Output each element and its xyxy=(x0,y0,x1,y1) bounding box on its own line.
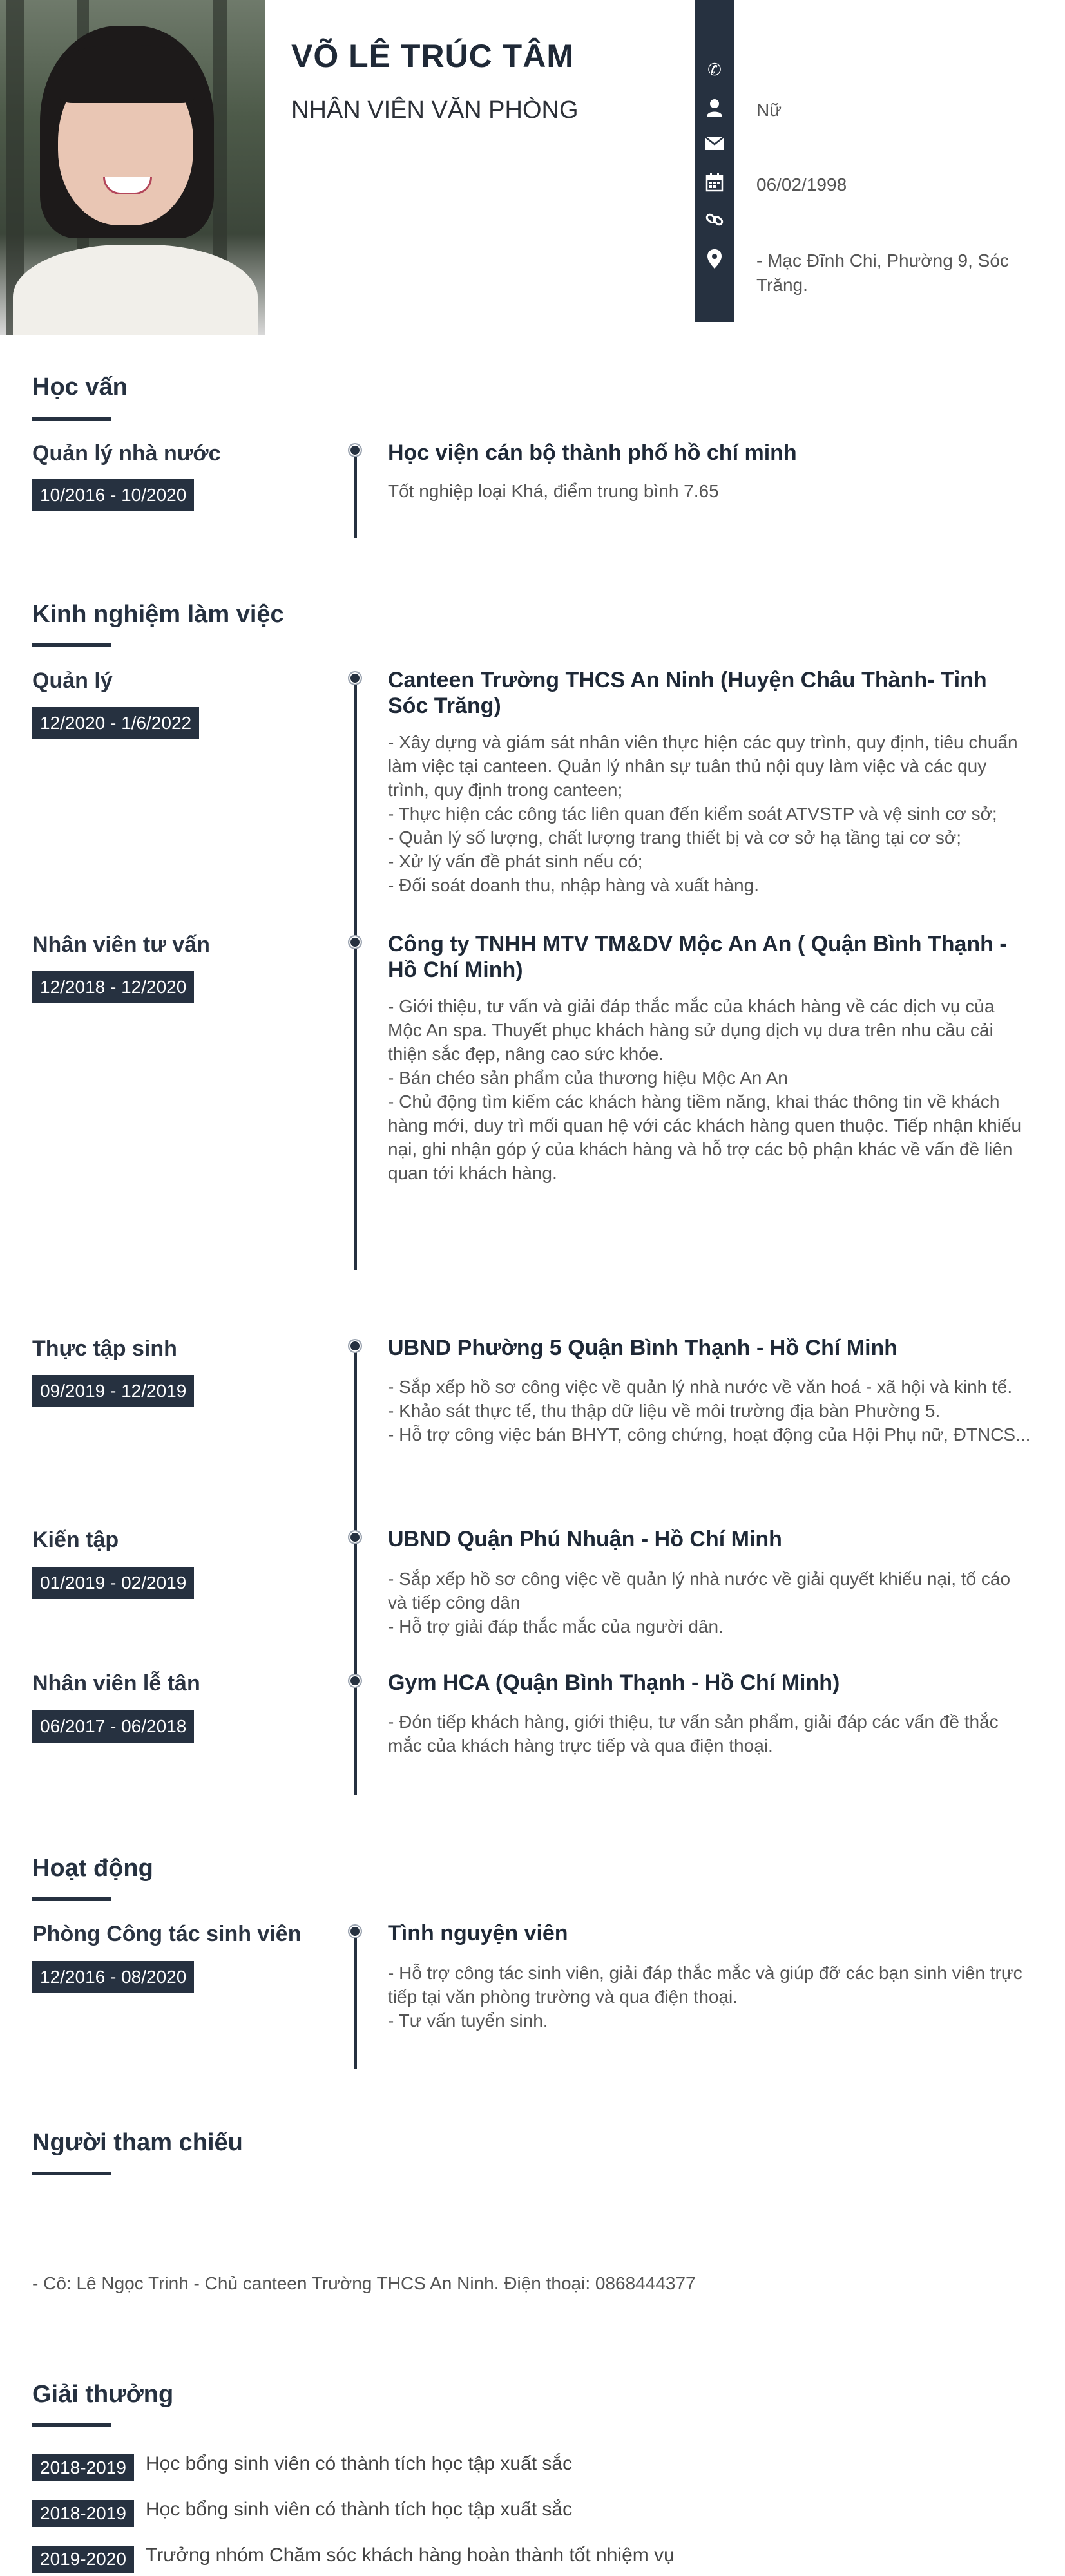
award-year-badge: 2019-2020 xyxy=(32,2546,134,2573)
section-underline xyxy=(32,2172,111,2175)
activity-organization: Phòng Công tác sinh viên xyxy=(32,1922,302,1946)
profile-photo xyxy=(0,0,265,335)
timeline-line xyxy=(354,448,357,538)
award-description: Trưởng nhóm Chăm sóc khách hàng hoàn thành tốt nhiệm vụ xyxy=(146,2544,675,2566)
references-section-title: Người tham chiếu xyxy=(32,2129,243,2156)
candidate-name: VÕ LÊ TRÚC TÂM xyxy=(291,38,574,74)
experience-description: - Xây dựng và giám sát nhân viên thực hiện các quy trình, quy định, tiêu chuẩn làm việc tại canteen. Quản lý nhân sự tuân thủ nội quy làm việc và các quy trình, quy định trong canteen; - Thực hiện các công tác liên quan đến kiểm soát ATVSTP và vệ sinh cơ sở; - Quản lý số lượng, chất lượng trang thiết bị và cơ sở hạ tầng tại cơ sở; - Xử lý vấn đề phát sinh nếu có; - Đối soát doanh thu, nhập hàng và xuất hàng. xyxy=(388,732,1018,895)
timeline-dot xyxy=(348,1924,362,1938)
contact-birthdate: 06/02/1998 xyxy=(756,175,847,194)
envelope-icon xyxy=(704,135,725,156)
education-description: Tốt nghiệp loại Khá, điểm trung bình 7.65 xyxy=(388,481,719,501)
award-year-badge: 2018-2019 xyxy=(32,2454,134,2481)
timeline-dot xyxy=(348,443,362,457)
experience-role: Kiến tập xyxy=(32,1528,119,1552)
section-underline xyxy=(32,2423,111,2427)
activity-description: - Hỗ trợ công tác sinh viên, giải đáp thắc mắc và giúp đỡ các bạn sinh viên trực tiếp tại văn phòng trường và qua điện thoại. - Tư vấn tuyển sinh. xyxy=(388,1963,1022,2031)
activities-section-title: Hoạt động xyxy=(32,1855,153,1882)
timeline-line xyxy=(354,1931,357,2069)
education-school: Học viện cán bộ thành phố hồ chí minh xyxy=(388,440,797,465)
education-section-title: Học vấn xyxy=(32,374,128,401)
date-badge: 10/2016 - 10/2020 xyxy=(32,479,194,511)
experience-description: - Giới thiệu, tư vấn và giải đáp thắc mắc của khách hàng về các dịch vụ của Mộc An spa. Thuyết phục khách hàng sử dụng dịch vụ dưa trên nhu cầu cải thiện sắc đẹp, nâng cao sức khỏe. - Bán chéo sản phẩm của thương hiệu Mộc An An - Chủ động tìm kiếm các khách hàng tiềm năng, khai thác thông tin về khách hàng mới, duy trì mối quan hệ với các khách hàng quen thuộc. Tiếp nhận khiếu nại, ghi nhận góp ý của khách hàng và hỗ trợ các bộ phận khác về vấn đề liên quan tới khách hàng. xyxy=(388,996,1022,1183)
experience-description: - Sắp xếp hồ sơ công việc về quản lý nhà nước về văn hoá - xã hội và kinh tế. - Khảo sát thực tế, thu thập dữ liệu về môi trường địa bàn Phường 5. - Hỗ trợ công việc bán BHYT, công chứng, hoạt động của Hội Phụ nữ, ĐTNCS... xyxy=(388,1377,1031,1444)
award-description: Học bổng sinh viên có thành tích học tập xuất sắc xyxy=(146,2499,573,2520)
contact-address: - Mạc Đĩnh Chi, Phường 9, Sóc Trăng. xyxy=(756,251,1009,295)
experience-company: Gym HCA (Quận Bình Thạnh - Hồ Chí Minh) xyxy=(388,1671,840,1695)
experience-description: - Đón tiếp khách hàng, giới thiệu, tư vấn sản phẩm, giải đáp các vấn đề thắc mắc của khách hàng trực tiếp và qua điện thoại. xyxy=(388,1712,999,1756)
map-marker-icon xyxy=(704,249,725,269)
timeline-dot xyxy=(348,1530,362,1544)
contact-gender: Nữ xyxy=(756,100,782,120)
date-badge: 06/2017 - 06/2018 xyxy=(32,1710,194,1743)
reference-item: - Cô: Lê Ngọc Trinh - Chủ canteen Trường THCS An Ninh. Điện thoại: 0868444377 xyxy=(32,2273,696,2293)
section-underline xyxy=(32,643,111,647)
experience-company: UBND Quận Phú Nhuận - Hồ Chí Minh xyxy=(388,1527,782,1551)
date-badge: 12/2020 - 1/6/2022 xyxy=(32,707,199,739)
contact-icon-bar xyxy=(695,0,734,322)
award-year-badge: 2018-2019 xyxy=(32,2500,134,2527)
award-description: Học bổng sinh viên có thành tích học tập xuất sắc xyxy=(146,2453,573,2474)
timeline-dot xyxy=(348,935,362,949)
experience-role: Thực tập sinh xyxy=(32,1336,177,1361)
date-badge: 12/2018 - 12/2020 xyxy=(32,971,194,1003)
date-badge: 12/2016 - 08/2020 xyxy=(32,1961,194,1993)
experience-company: UBND Phường 5 Quận Bình Thạnh - Hồ Chí Minh xyxy=(388,1336,898,1360)
activity-position: Tình nguyện viên xyxy=(388,1921,568,1946)
date-badge: 01/2019 - 02/2019 xyxy=(32,1567,194,1599)
job-title: NHÂN VIÊN VĂN PHÒNG xyxy=(291,97,579,124)
education-major: Quản lý nhà nước xyxy=(32,441,221,466)
section-underline xyxy=(32,1897,111,1901)
phone-icon: ✆ xyxy=(707,60,722,79)
experience-role: Nhân viên lễ tân xyxy=(32,1671,200,1696)
section-underline xyxy=(32,417,111,421)
link-icon xyxy=(704,210,725,231)
timeline-line xyxy=(354,1345,357,1795)
timeline-dot xyxy=(348,671,362,685)
user-icon xyxy=(704,98,725,118)
timeline-dot xyxy=(348,1339,362,1353)
timeline-line xyxy=(354,676,357,1270)
experience-company: Công ty TNHH MTV TM&DV Mộc An An ( Quận Bình Thạnh - Hồ Chí Minh) xyxy=(388,932,1007,982)
date-badge: 09/2019 - 12/2019 xyxy=(32,1375,194,1407)
experience-role: Quản lý xyxy=(32,668,113,693)
experience-role: Nhân viên tư vấn xyxy=(32,933,210,957)
experience-description: - Sắp xếp hồ sơ công việc về quản lý nhà nước về giải quyết khiếu nại, tố cáo và tiếp công dân - Hỗ trợ giải đáp thắc mắc của người dân. xyxy=(388,1569,1011,1636)
experience-section-title: Kinh nghiệm làm việc xyxy=(32,601,284,628)
experience-company: Canteen Trường THCS An Ninh (Huyện Châu Thành- Tỉnh Sóc Trăng) xyxy=(388,668,987,718)
awards-section-title: Giải thưởng xyxy=(32,2381,174,2408)
timeline-dot xyxy=(348,1674,362,1688)
calendar-icon xyxy=(704,173,725,193)
